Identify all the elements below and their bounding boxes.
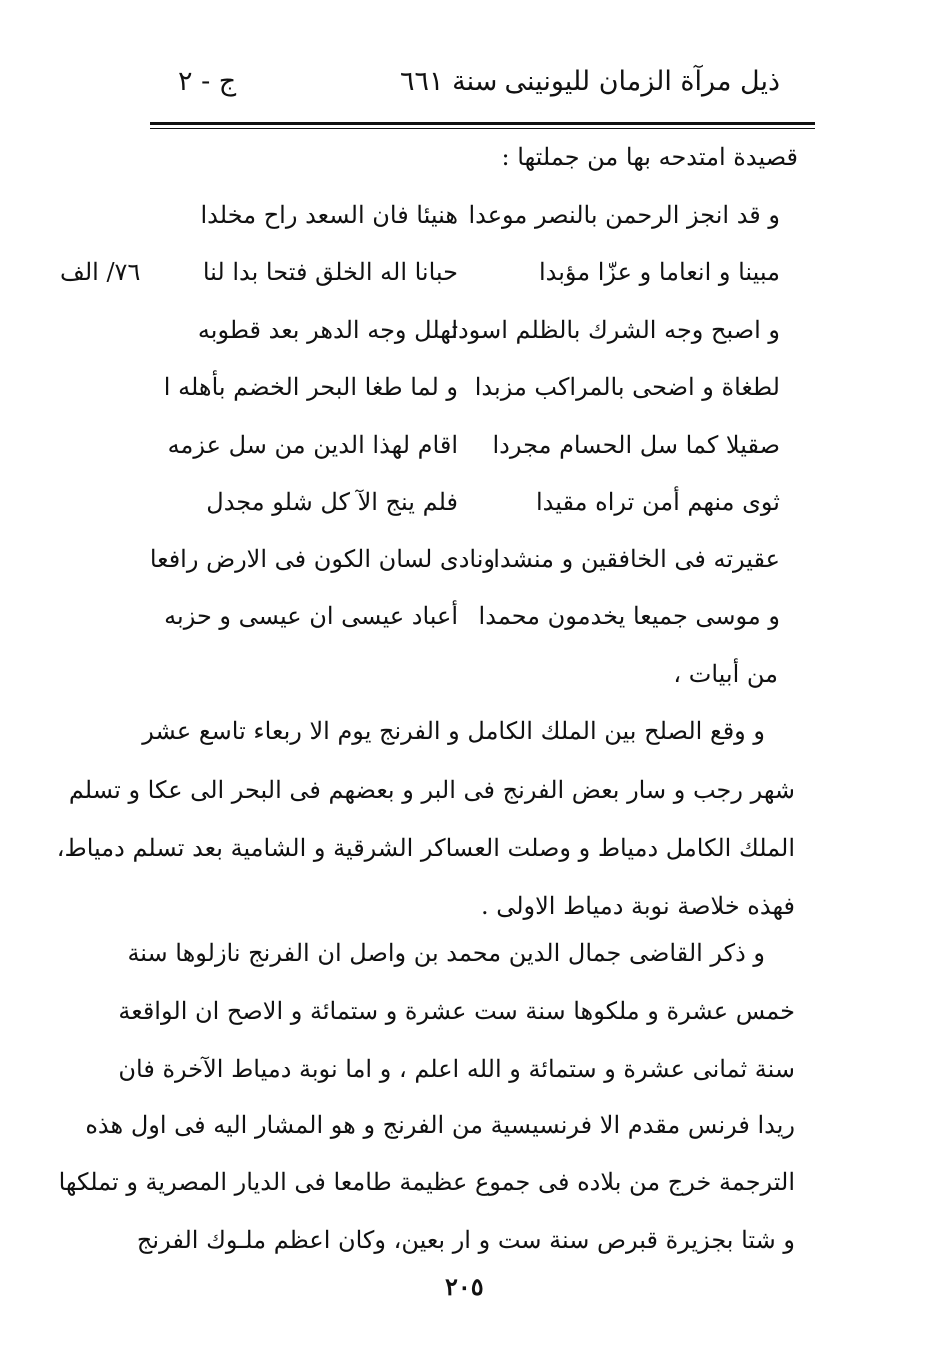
running-year: سنة ٦٦١ xyxy=(400,66,498,97)
verse-8-first: أعباد عيسى ان عيسى و حزبه xyxy=(164,602,458,630)
verse-7-second: عقيرته فى الخافقين و منشدا xyxy=(493,545,780,573)
verse-5-second: صقيلا كما سل الحسام مجردا xyxy=(492,431,780,459)
running-title: ذيل مرآة الزمان لليونينى xyxy=(504,66,780,97)
paragraph-2-line-3: سنة ثمانى عشرة و ستمائة و الله اعلم ، و اما نوبة دمياط الآخرة فان xyxy=(118,1055,795,1083)
verse-6-second: ثوى منهم أمن تراه مقيدا xyxy=(536,488,780,516)
paragraph-2-line-2: خمس عشرة و ملكوها سنة ست عشرة و ستمائة و الاصح ان الواقعة xyxy=(118,997,795,1025)
folio-margin-note: ٧٦/ الف xyxy=(60,258,141,286)
paragraph-1-line-1: و وقع الصلح بين الملك الكامل و الفرنج يوم الا ربعاء تاسع عشر xyxy=(142,717,765,745)
verse-4-first: و لما طغا البحر الخضم بأهله ا xyxy=(163,373,458,401)
verse-2-first: حبانا اله الخلق فتحا بدا لنا xyxy=(202,258,458,286)
header-rule-thin xyxy=(150,128,815,129)
intro-line: قصيدة امتدحه بها من جملتها : xyxy=(501,143,798,171)
verse-2-second: مبينا و انعاما و عزّا مؤبدا xyxy=(538,258,780,286)
paragraph-1-line-4: فهذه خلاصة نوبة دمياط الاولى . xyxy=(480,892,795,920)
verse-3-second: و اصبح وجه الشرك بالظلم اسودا xyxy=(451,316,780,344)
verse-7-first: ونادى لسان الكون فى الارض رافعا xyxy=(149,545,495,573)
verse-1-first: هنيئا فان السعد راح مخلدا xyxy=(200,201,458,229)
verse-4-second: لطغاة و اضحى بالمراكب مزبدا xyxy=(474,373,780,401)
paragraph-2-line-1: و ذكر القاضى جمال الدين محمد بن واصل ان الفرنج نازلوها سنة xyxy=(127,939,765,967)
verse-8-second: و موسى جميعا يخدمون محمدا xyxy=(478,602,780,630)
volume-label: ج - ٢ xyxy=(178,66,237,97)
verse-6-first: فلم ينج الآ كل شلو مجدل xyxy=(206,488,458,516)
paragraph-2-line-4: ريدا فرنس مقدم الا فرنسيسية من الفرنج و هو المشار اليه فى اول هذه xyxy=(85,1111,795,1139)
paragraph-2-line-6: و شتا بجزيرة قبرص سنة ست و ار بعين، وكان اعظم ملـوك الفرنج xyxy=(136,1226,795,1254)
paragraph-2-line-5: الترجمة خرج من بلاده فى جموع عظيمة طامعا فى الديار المصرية و تملكها xyxy=(58,1168,795,1196)
from-verses-line: من أبيات ، xyxy=(673,660,778,688)
paragraph-1-line-3: الملك الكامل دمياط و وصلت العساكر الشرقية و الشامية بعد تسلم دمياط، xyxy=(56,834,795,862)
verse-5-first: اقام لهذا الدين من سل عزمه xyxy=(167,431,458,459)
verse-1-second: و قد انجز الرحمن بالنصر موعدا xyxy=(468,201,780,229)
verse-3-first: تهلل وجه الدهر بعد قطوبه xyxy=(197,316,458,344)
paragraph-1-line-2: شهر رجب و سار بعض الفرنج فى البر و بعضهم فى البحر الى عكا و تسلم xyxy=(68,776,795,804)
header-rule-thick xyxy=(150,122,815,125)
page-number: ٢٠٥ xyxy=(445,1272,484,1301)
